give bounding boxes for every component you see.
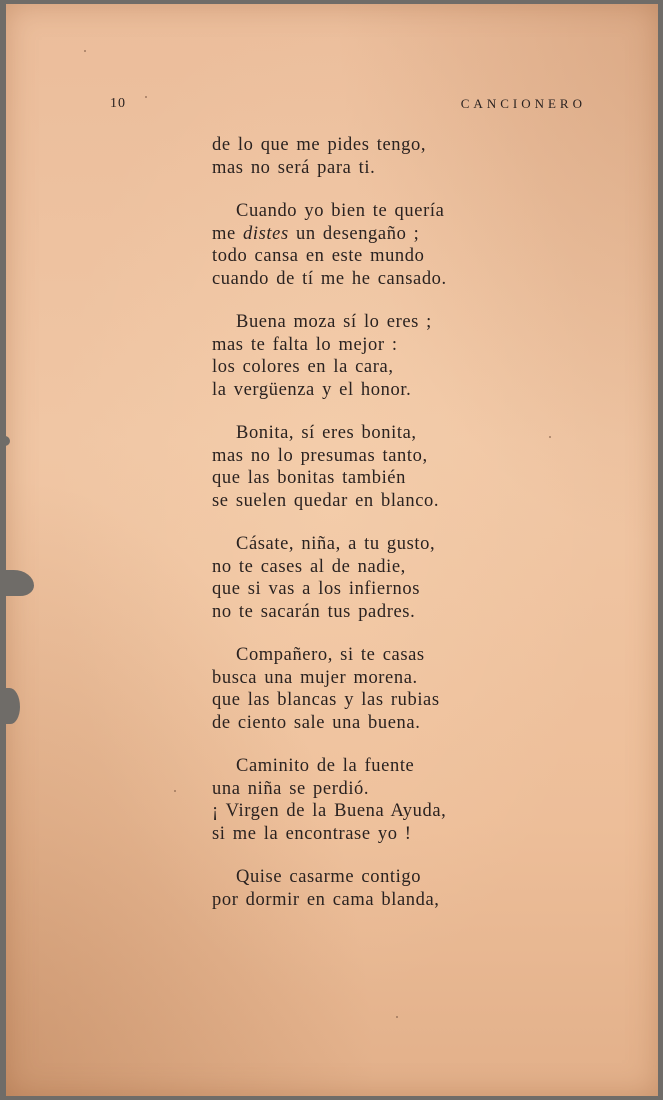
verse-line: que si vas a los infiernos xyxy=(212,579,420,599)
verse-line: Quise casarme contigo xyxy=(236,867,422,887)
verse-fragment: un desengaño ; xyxy=(288,223,420,244)
verse-line: todo cansa en este mundo xyxy=(212,246,425,266)
running-head: CANCIONERO xyxy=(460,96,586,111)
paper-speck xyxy=(396,1016,398,1018)
poem-text xyxy=(212,134,447,932)
verse-line: Bonita, sí eres bonita, xyxy=(236,423,417,443)
verse-line: se suelen quedar en blanco. xyxy=(212,490,440,511)
verse-line: si me la encontrase yo ! xyxy=(212,823,412,844)
verse-line: mas no lo presumas tanto, xyxy=(212,445,428,466)
torn-edge xyxy=(0,570,34,596)
verse-line: Caminito de la fuente xyxy=(236,756,415,776)
verse-line: busca una mujer morena. xyxy=(212,667,418,688)
verse-line: por dormir en cama blanda, xyxy=(212,889,440,910)
verse-line: Cuando yo bien te quería xyxy=(236,201,445,221)
verse-line: de lo que me pides tengo, xyxy=(212,135,427,155)
paper-speck xyxy=(174,790,176,792)
page-number: 10 xyxy=(110,96,126,111)
stanza xyxy=(212,644,447,734)
stanza xyxy=(212,533,447,623)
verse-line: una niña se perdió. xyxy=(212,778,370,799)
stanza xyxy=(212,134,447,179)
paper-speck xyxy=(84,50,86,52)
verse-line: que las blancas y las rubias xyxy=(212,690,440,710)
book-page xyxy=(6,4,658,1096)
italic-word: distes xyxy=(243,223,289,244)
torn-edge xyxy=(0,436,10,446)
verse-line: Buena moza sí lo eres ; xyxy=(236,312,432,332)
stanza xyxy=(212,200,447,290)
verse-fragment: me xyxy=(212,223,244,244)
verse-line: no te cases al de nadie, xyxy=(212,556,406,577)
torn-edge xyxy=(0,688,20,724)
verse-line: ¡ Virgen de la Buena Ayuda, xyxy=(212,801,447,821)
verse-line: Cásate, niña, a tu gusto, xyxy=(236,534,436,554)
stanza xyxy=(212,755,447,845)
stanza xyxy=(212,866,447,911)
verse-line: cuando de tí me he cansado. xyxy=(212,268,447,289)
stanza xyxy=(212,311,447,401)
verse-line: mas no será para ti. xyxy=(212,157,376,178)
stanza xyxy=(212,422,447,512)
verse-line: los colores en la cara, xyxy=(212,357,394,377)
paper-speck xyxy=(145,96,147,98)
verse-line xyxy=(212,223,447,246)
verse-line: que las bonitas también xyxy=(212,468,406,488)
verse-line: la vergüenza y el honor. xyxy=(212,379,412,400)
verse-line: de ciento sale una buena. xyxy=(212,712,421,733)
verse-line: no te sacarán tus padres. xyxy=(212,601,416,622)
verse-line: mas te falta lo mejor : xyxy=(212,334,398,355)
paper-speck xyxy=(549,436,551,438)
verse-line: Compañero, si te casas xyxy=(236,645,425,665)
